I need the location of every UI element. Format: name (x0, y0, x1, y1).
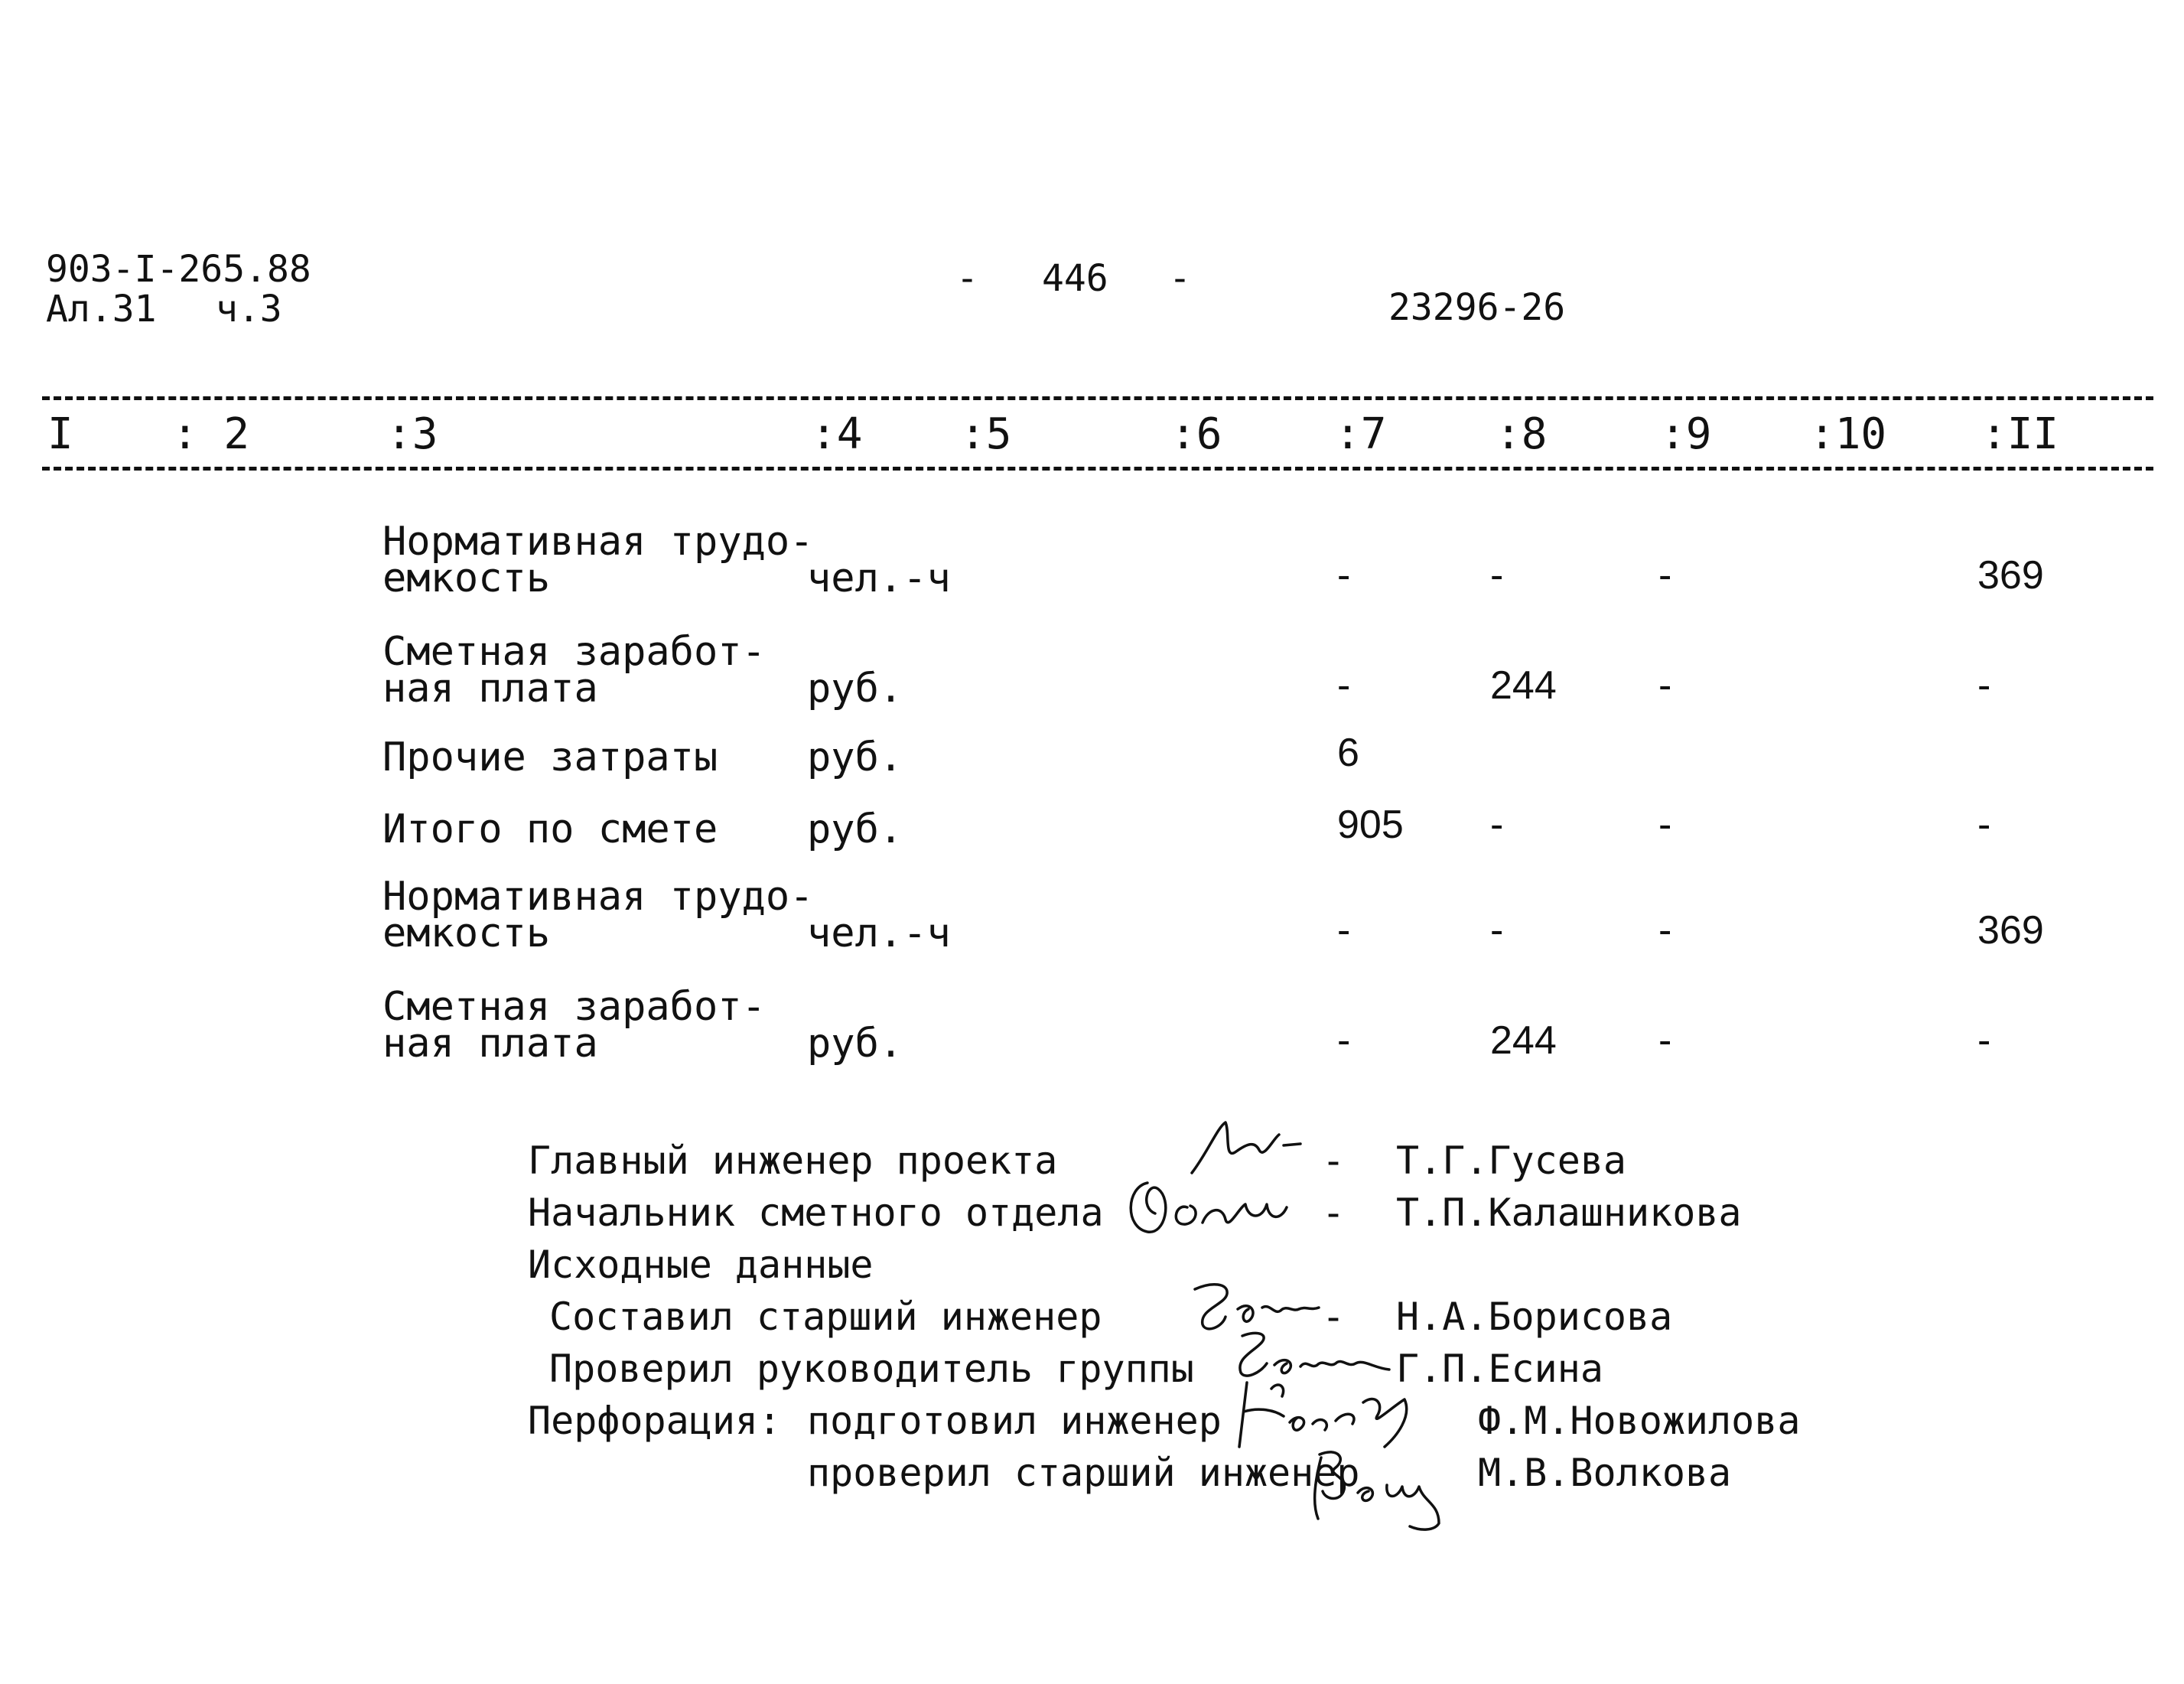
row-label-line2: ная плата (382, 666, 598, 712)
verified-role: проверил старший инженер (807, 1451, 1360, 1495)
part-label: ч.3 (216, 288, 282, 331)
row-col7: 905 (1337, 803, 1404, 847)
row-label-line2: емкость (382, 555, 551, 601)
row-col7: - (1337, 663, 1351, 708)
row-col8: 244 (1490, 1018, 1557, 1063)
column-header-2: : 2 (172, 409, 250, 459)
row-col7: - (1337, 553, 1351, 598)
column-header-11: :II (1981, 409, 2059, 459)
estimate-head-role: Начальник сметного отдела (528, 1191, 1104, 1235)
row-col9: - (1658, 1018, 1672, 1063)
estimate-head-signature (1117, 1169, 1308, 1242)
column-header-4: :4 (811, 409, 863, 459)
row-unit: руб. (807, 1021, 903, 1067)
row-unit: чел.-ч (807, 555, 951, 601)
row-label-line1: Сметная заработ- (382, 984, 766, 1030)
row-col8: - (1490, 553, 1504, 598)
verified-name: М.В.Волкова (1478, 1451, 1732, 1495)
chief-engineer-name: Т.Г.Гусева (1396, 1138, 1627, 1183)
compiled-name: Н.А.Борисова (1396, 1295, 1673, 1339)
compiled-role: Составил старший инженер (549, 1295, 1102, 1339)
row-col9: - (1658, 908, 1672, 953)
row-col7: 6 (1337, 731, 1359, 775)
checked-name: Г.П.Есина (1396, 1347, 1603, 1391)
column-header-1: I (47, 409, 73, 459)
page-number: 446 (1042, 257, 1108, 300)
verified-signature (1304, 1427, 1457, 1534)
source-data-label: Исходные данные (528, 1243, 874, 1287)
row-label-line2: ная плата (382, 1021, 598, 1067)
column-header-9: :9 (1660, 409, 1712, 459)
row-col11: - (1977, 803, 1991, 847)
row-col11: - (1977, 1018, 1991, 1063)
row-unit: руб. (807, 666, 903, 712)
checked-role: Проверил руководитель группы (549, 1347, 1194, 1391)
row-col8: - (1490, 803, 1504, 847)
row-label-line1: Сметная заработ- (382, 629, 766, 675)
column-header-3: :3 (386, 409, 438, 459)
column-header-7: :7 (1335, 409, 1387, 459)
row-label-line1: Нормативная трудо- (382, 874, 814, 920)
row-col11: 369 (1977, 553, 2044, 598)
row-label-line1: Прочие затраты (382, 735, 718, 780)
chief-engineer-dash: - (1322, 1138, 1346, 1183)
row-col11: - (1977, 663, 1991, 708)
row-unit: руб. (807, 806, 903, 852)
prepared-role: подготовил инженер (807, 1399, 1222, 1443)
header-rule-top (42, 396, 2153, 400)
page-dash-left: - (956, 257, 978, 300)
estimate-head-name: Т.П.Калашникова (1396, 1191, 1742, 1235)
row-unit: руб. (807, 735, 903, 780)
doc-number: 23296-26 (1388, 286, 1566, 329)
row-col9: - (1658, 663, 1672, 708)
row-col8: - (1490, 908, 1504, 953)
row-col7: - (1337, 1018, 1351, 1063)
row-label-line1: Итого по смете (382, 806, 718, 852)
column-header-6: :6 (1170, 409, 1222, 459)
perforation-label: Перфорация: (528, 1399, 782, 1443)
row-unit: чел.-ч (807, 910, 951, 956)
prepared-name: Ф.М.Новожилова (1478, 1399, 1801, 1443)
row-label-line1: Нормативная трудо- (382, 519, 814, 565)
row-col8: 244 (1490, 663, 1557, 708)
row-label-line2: емкость (382, 910, 551, 956)
column-header-8: :8 (1496, 409, 1548, 459)
row-col7: - (1337, 908, 1351, 953)
row-col11: 369 (1977, 908, 2044, 953)
row-col9: - (1658, 803, 1672, 847)
document-code: 903-I-265.88 (46, 248, 311, 291)
chief-engineer-role: Главный инженер проекта (528, 1138, 1058, 1183)
page-dash-right: - (1169, 257, 1191, 300)
album-label: Ал.31 (46, 288, 157, 331)
column-header-5: :5 (960, 409, 1012, 459)
row-col9: - (1658, 553, 1672, 598)
estimate-head-dash: - (1322, 1191, 1346, 1235)
column-header-10: :10 (1809, 409, 1887, 459)
compiled-dash: - (1322, 1295, 1346, 1339)
header-rule-bottom (42, 467, 2153, 471)
